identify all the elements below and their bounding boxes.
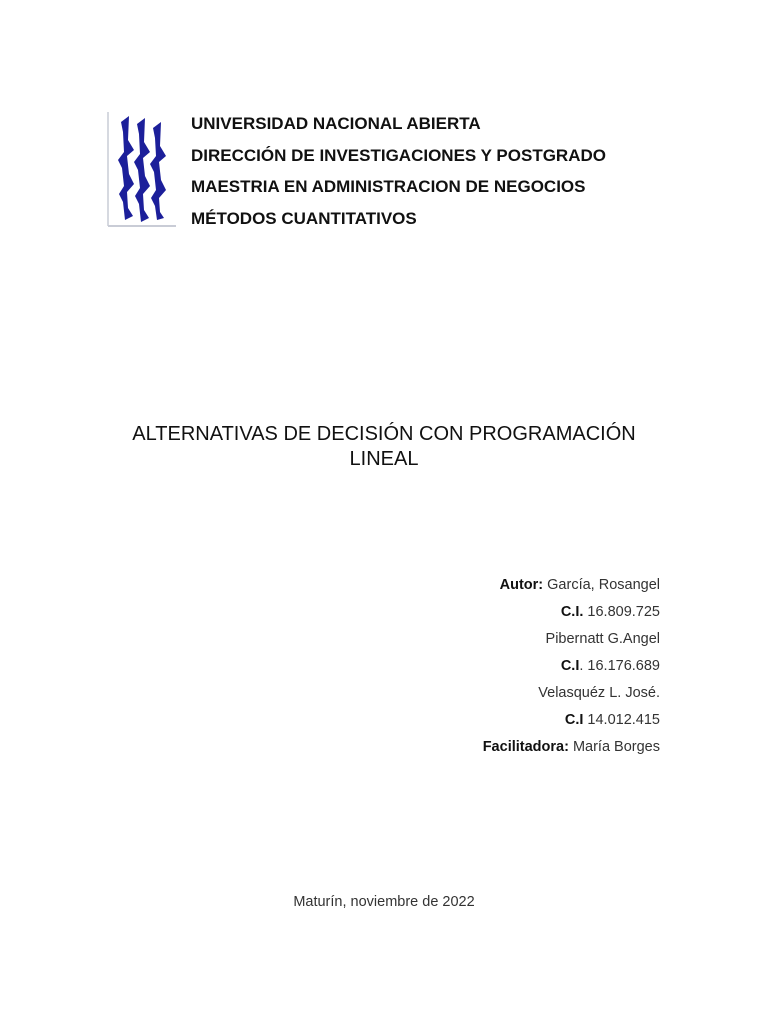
directorate-name: DIRECCIÓN DE INVESTIGACIONES Y POSTGRADO [191,145,606,165]
program-name: MAESTRIA EN ADMINISTRACION DE NEGOCIOS [191,177,586,196]
id-value: 16.809.725 [583,604,660,620]
id-label: C.I [560,658,580,674]
una-university-logo-icon [107,110,177,228]
title-line-1: ALTERNATIVAS DE DECISIÓN CON PROGRAMACIÓN [132,423,636,445]
author-line [483,680,660,707]
author-value: Velasquéz L. José. [538,685,660,701]
author-line [483,572,660,599]
facilitator-value: María Borges [568,739,660,755]
id-line [483,653,660,680]
title-line-2: LINEAL [349,448,419,470]
id-value: . 16.176.689 [579,658,660,674]
id-line [483,707,660,734]
facilitator-label: Facilitadora: [482,739,569,755]
facilitator-line [483,734,660,761]
author-line [483,626,660,653]
author-value: Pibernatt G.Angel [545,631,660,647]
author-value: García, Rosangel [543,577,660,593]
id-label: C.I [564,712,584,728]
author-label: Autor: [499,577,544,593]
authors-block [483,572,660,761]
id-line [483,599,660,626]
id-value: 14.012.415 [583,712,660,728]
place-date: Maturín, noviembre de 2022 [293,894,475,910]
institution-header [191,108,606,234]
id-label: C.I. [560,604,584,620]
course-name: MÉTODOS CUANTITATIVOS [191,208,417,228]
document-title [100,422,668,472]
university-name: UNIVERSIDAD NACIONAL ABIERTA [191,114,481,133]
